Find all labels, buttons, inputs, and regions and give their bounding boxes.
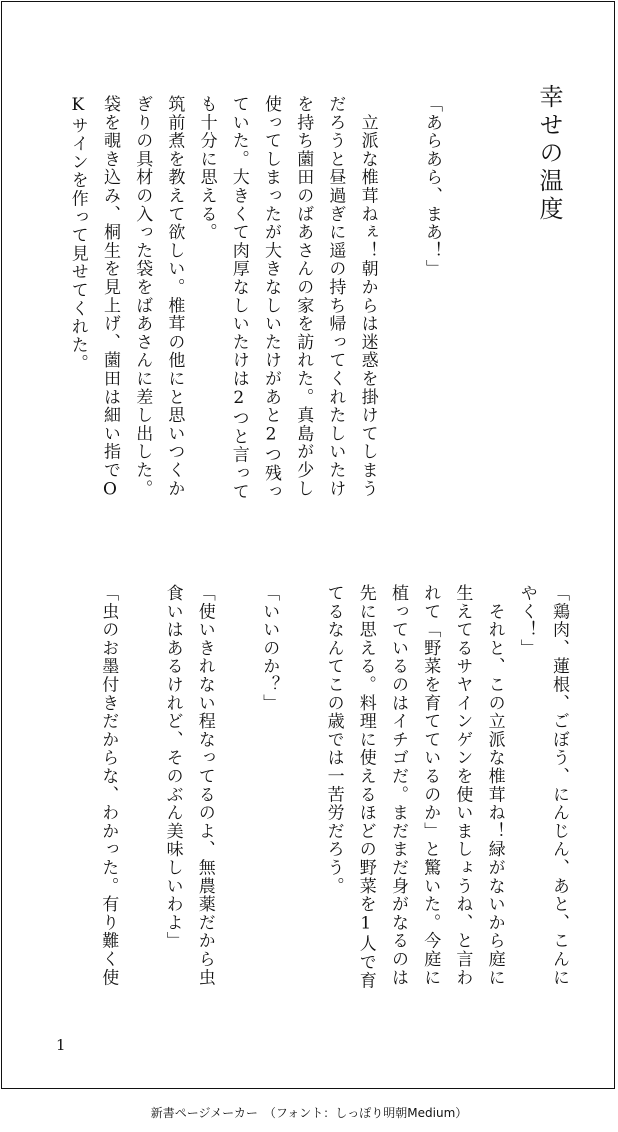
text-column: 袋を覗き込み、桐生を見上げ、薗田は細い指でO — [100, 95, 120, 501]
text-column: だろうと昼過ぎに遥の持ち帰ってくれたしいたけ — [325, 95, 346, 498]
text-column: 「いいのか？」 — [259, 584, 280, 713]
text-column: ぎりの具材の入った袋をばあさんに差し出した。 — [132, 95, 153, 498]
text-column: それと、この立派な椎茸ね！緑がないから庭に — [484, 584, 505, 987]
text-column: てるなんてこの歳では一苦労だろう。 — [323, 584, 344, 896]
page-title: 幸せの温度 — [535, 84, 563, 224]
text-column: 先に思える。料理に使えるほどの野菜を1人で育 — [355, 584, 376, 990]
text-column: 立派な椎茸ねぇ！朝からは迷惑を掛けてしまう — [357, 95, 378, 498]
text-column: 使ってしまったが大きなしいたけがあと2つ残っ — [261, 95, 281, 501]
text-column: Kサインを作って見せてくれた。 — [67, 95, 88, 373]
text-column: 「使いきれない程なってるのよ、無農薬だから虫 — [194, 584, 215, 987]
text-column: ていた。大きくて肉厚なしいたけは2つと言って — [228, 95, 249, 501]
text-column: 食いはあるけれど、そのぶん美味しいわよ」 — [162, 584, 183, 950]
text-column: 「鶏肉、蓮根、ごぼう、にんじん、あと、こんに — [549, 584, 569, 987]
text-column: 生えてるサヤインゲンを使いましょうね、と言わ — [452, 584, 473, 987]
text-column: 「虫のお墨付きだからな、わかった。有り難く使 — [98, 584, 119, 987]
text-column: やく！」 — [516, 584, 537, 658]
text-column: を持ち薗田のばあさんの家を訪れた。真島が少し — [293, 95, 314, 498]
text-column: れて「野菜を育てているのか」と驚いた。今庭に — [420, 584, 441, 987]
footer-caption: 新書ページメーカー （フォント：しっぽり明朝Medium） — [150, 1106, 468, 1120]
text-column: 「あらあら、まあ！」 — [422, 95, 442, 278]
text-column: 筑前煮を教えて欲しい。椎茸の他にと思いつくか — [164, 95, 185, 498]
text-column: も十分に思える。 — [196, 95, 217, 242]
text-column: 植っているのはイチゴだ。まだまだ身がなるのは — [388, 584, 408, 987]
page-number: 1 — [56, 1036, 66, 1054]
